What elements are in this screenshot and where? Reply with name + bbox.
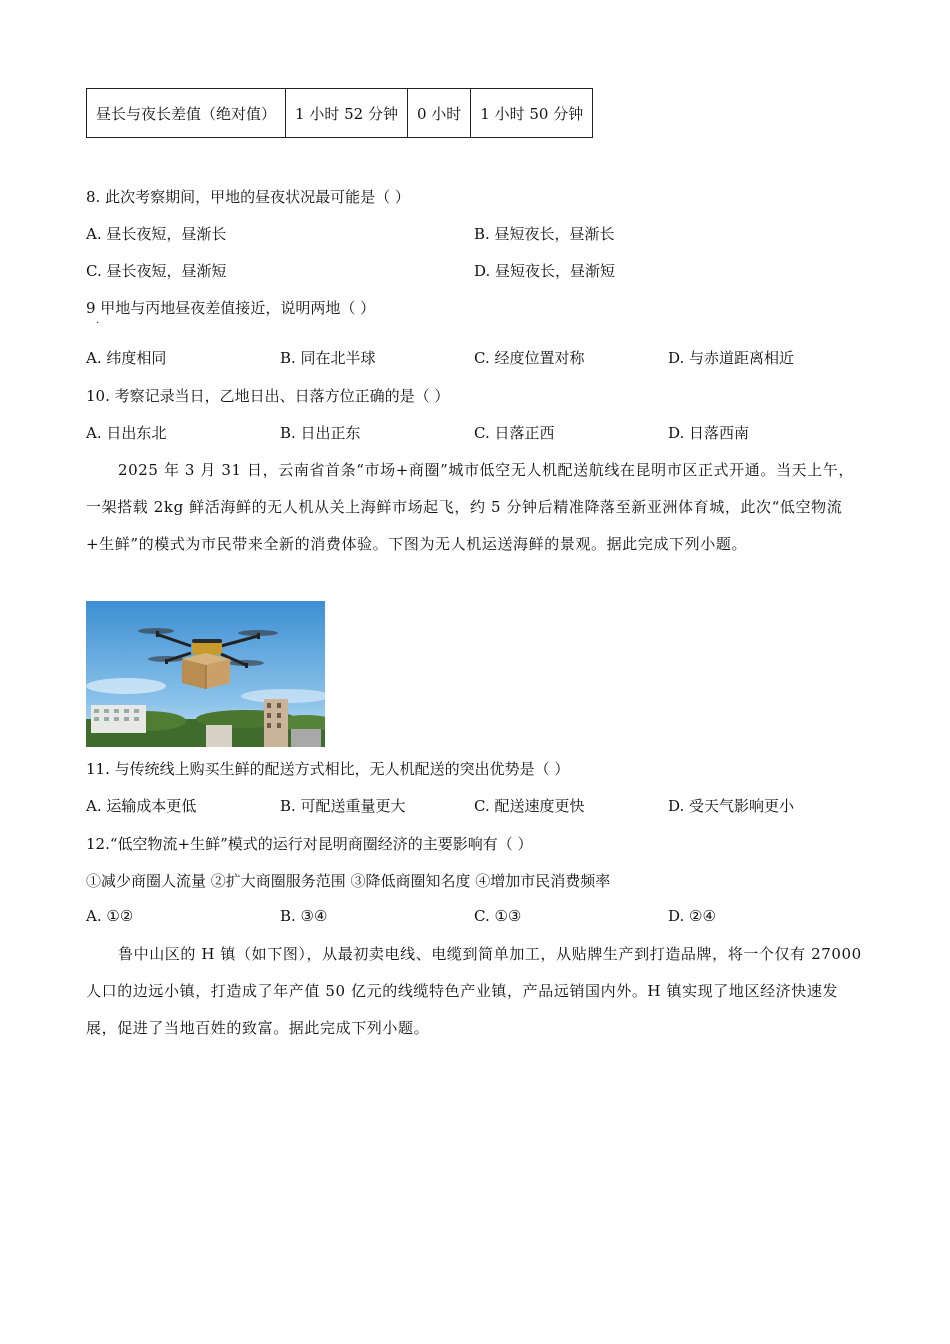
question-8-option-a: A. 昼长夜短，昼渐长	[86, 225, 227, 243]
table-cell: 0 小时	[407, 89, 470, 138]
question-12-option-d: D. ②④	[668, 907, 716, 925]
question-11-stem: 11. 与传统线上购买生鲜的配送方式相比，无人机配送的突出优势是（ ）	[86, 760, 570, 778]
question-8-option-b: B. 昼短夜长，昼渐长	[474, 225, 615, 243]
question-11-option-a: A. 运输成本更低	[86, 797, 197, 815]
question-10-stem: 10. 考察记录当日，乙地日出、日落方位正确的是（ ）	[86, 387, 450, 405]
question-12-stem: 12.“低空物流+生鲜”模式的运行对昆明商圈经济的主要影响有（ ）	[86, 835, 533, 853]
question-11-option-c: C. 配送速度更快	[474, 797, 585, 815]
table-label-cell: 昼长与夜长差值（绝对值）	[87, 89, 286, 138]
question-12-option-b: B. ③④	[280, 907, 328, 925]
question-11-option-b: B. 可配送重量更大	[280, 797, 406, 815]
question-12-statements: ①减少商圈人流量 ②扩大商圈服务范围 ③降低商圈知名度 ④增加市民消费频率	[86, 872, 611, 890]
table-cell: 1 小时 50 分钟	[471, 89, 593, 138]
stray-dot: ·	[96, 318, 100, 329]
question-9-stem: 9 甲地与丙地昼夜差值接近，说明两地（ ）	[86, 299, 376, 317]
table-row	[87, 89, 593, 138]
drone-delivery-photo	[86, 601, 325, 747]
question-9-option-c: C. 经度位置对称	[474, 349, 585, 367]
question-9-option-b: B. 同在北半球	[280, 349, 376, 367]
passage-h-town: 鲁中山区的 H 镇（如下图），从最初卖电线、电缆到简单加工，从贴牌生产到打造品牌，将一个仅有 27000 人口的边远小镇，打造成了年产值 50 亿元的线缆特色产业镇，产品远销国内外。H 镇实现了地区经济快速发展，促进了当地百姓的致富。据此完成下列小题。	[86, 945, 862, 1037]
question-8-option-c: C. 昼长夜短，昼渐短	[86, 262, 227, 280]
day-night-table	[86, 88, 593, 138]
question-12-option-a: A. ①②	[86, 907, 134, 925]
passage-drone-delivery: 2025 年 3 月 31 日，云南省首条“市场+商圈”城市低空无人机配送航线在昆明市区正式开通。当天上午，一架搭载 2kg 鲜活海鲜的无人机从关上海鲜市场起飞，约 5 分钟后精准降落至新亚洲体育城，此次“低空物流+生鲜”的模式为市民带来全新的消费体验。下图为无人机运送海鲜的景观。据此完成下列小题。	[86, 461, 854, 553]
question-9-option-a: A. 纬度相同	[86, 349, 167, 367]
question-10-option-d: D. 日落西南	[668, 424, 750, 442]
question-8-option-d: D. 昼短夜长，昼渐短	[474, 262, 616, 280]
question-12-option-c: C. ①③	[474, 907, 522, 925]
question-10-option-a: A. 日出东北	[86, 424, 167, 442]
question-10-option-b: B. 日出正东	[280, 424, 361, 442]
question-10-option-c: C. 日落正西	[474, 424, 555, 442]
question-9-option-d: D. 与赤道距离相近	[668, 349, 795, 367]
question-8-stem: 8. 此次考察期间，甲地的昼夜状况最可能是（ ）	[86, 188, 410, 206]
question-11-option-d: D. 受天气影响更小	[668, 797, 795, 815]
table-cell: 1 小时 52 分钟	[286, 89, 408, 138]
